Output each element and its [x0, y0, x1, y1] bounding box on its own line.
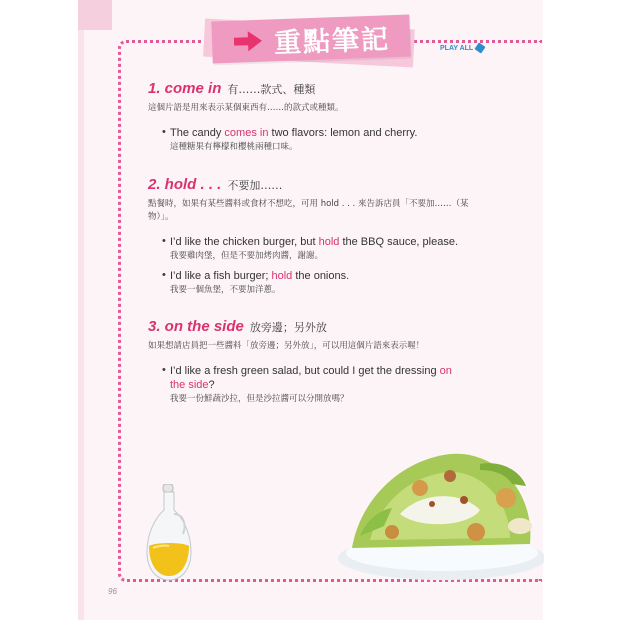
text: ?	[208, 379, 215, 391]
right-arrow-icon	[232, 30, 265, 53]
example-english	[170, 364, 470, 392]
example-english	[170, 269, 488, 283]
highlight-phrase: comes in	[224, 127, 269, 139]
example-chinese: 我要一個魚堡，不要加洋蔥。	[170, 285, 281, 295]
section-description: 如果想請店員把一些醬料「放旁邊；另外放」，可以用這個片語來表示喔！	[148, 341, 425, 351]
section-description: 這個片語是用來表示某個東西有……的款式或種類。	[148, 103, 344, 113]
note-section-3	[148, 318, 488, 406]
phrase-meaning: 放旁邊；另外放	[249, 321, 327, 334]
example-chinese: 我要一份鮮蔬沙拉，但是沙拉醬可以分開放嗎？	[170, 394, 349, 404]
section-heading	[148, 176, 488, 193]
phrase: 3. on the side	[148, 318, 244, 335]
bullet: •	[162, 269, 166, 281]
section-description: 點餐時，如果有某些醬料或食材不想吃，可用 hold . . . 來告訴店員「不要加……（某物）」。	[148, 199, 469, 222]
phrase: 1. come in	[148, 80, 222, 97]
bullet: •	[162, 235, 166, 247]
example	[148, 126, 488, 154]
bullet: •	[162, 126, 166, 138]
note-section-1	[148, 80, 488, 154]
oil-bottle-image	[143, 484, 195, 582]
example-english	[170, 235, 488, 249]
text: I’d like the chicken burger, but	[170, 236, 319, 248]
section-heading	[148, 80, 488, 97]
phrase: 2. hold . . .	[148, 176, 222, 193]
example-chinese: 我要雞肉堡，但是不要加烤肉醬，謝謝。	[170, 251, 324, 261]
example	[148, 269, 488, 297]
example	[148, 235, 488, 263]
text: I’d like a fresh green salad, but could I get the dressing	[170, 365, 440, 377]
title-banner	[211, 15, 410, 64]
page-number: 96	[108, 587, 117, 596]
phrase-meaning: 不要加……	[227, 179, 283, 192]
page-title: 重點筆記	[273, 23, 391, 59]
page-corner-tab	[78, 0, 112, 30]
salad-image	[330, 440, 544, 582]
page-edge-strip	[78, 0, 84, 620]
text: two flavors: lemon and cherry.	[268, 127, 418, 139]
text: the BBQ sauce, please.	[339, 236, 459, 248]
section-heading	[148, 318, 488, 335]
example	[148, 364, 488, 406]
play-all-label: PLAY ALL	[440, 44, 474, 52]
text: the onions.	[292, 270, 350, 282]
text: I’d like a fish burger;	[170, 270, 272, 282]
bullet: •	[162, 364, 166, 376]
text: The candy	[170, 127, 225, 139]
pencil-icon	[475, 42, 486, 53]
example-english	[170, 126, 488, 140]
highlight-phrase: hold	[318, 236, 340, 248]
phrase-meaning: 有……款式、種類	[227, 83, 316, 96]
note-section-2	[148, 176, 488, 297]
play-all-button[interactable]	[440, 44, 484, 52]
highlight-phrase: on the side	[170, 365, 452, 391]
highlight-phrase: hold	[271, 270, 293, 282]
example-chinese: 這種糖果有檸檬和櫻桃兩種口味。	[170, 142, 298, 152]
